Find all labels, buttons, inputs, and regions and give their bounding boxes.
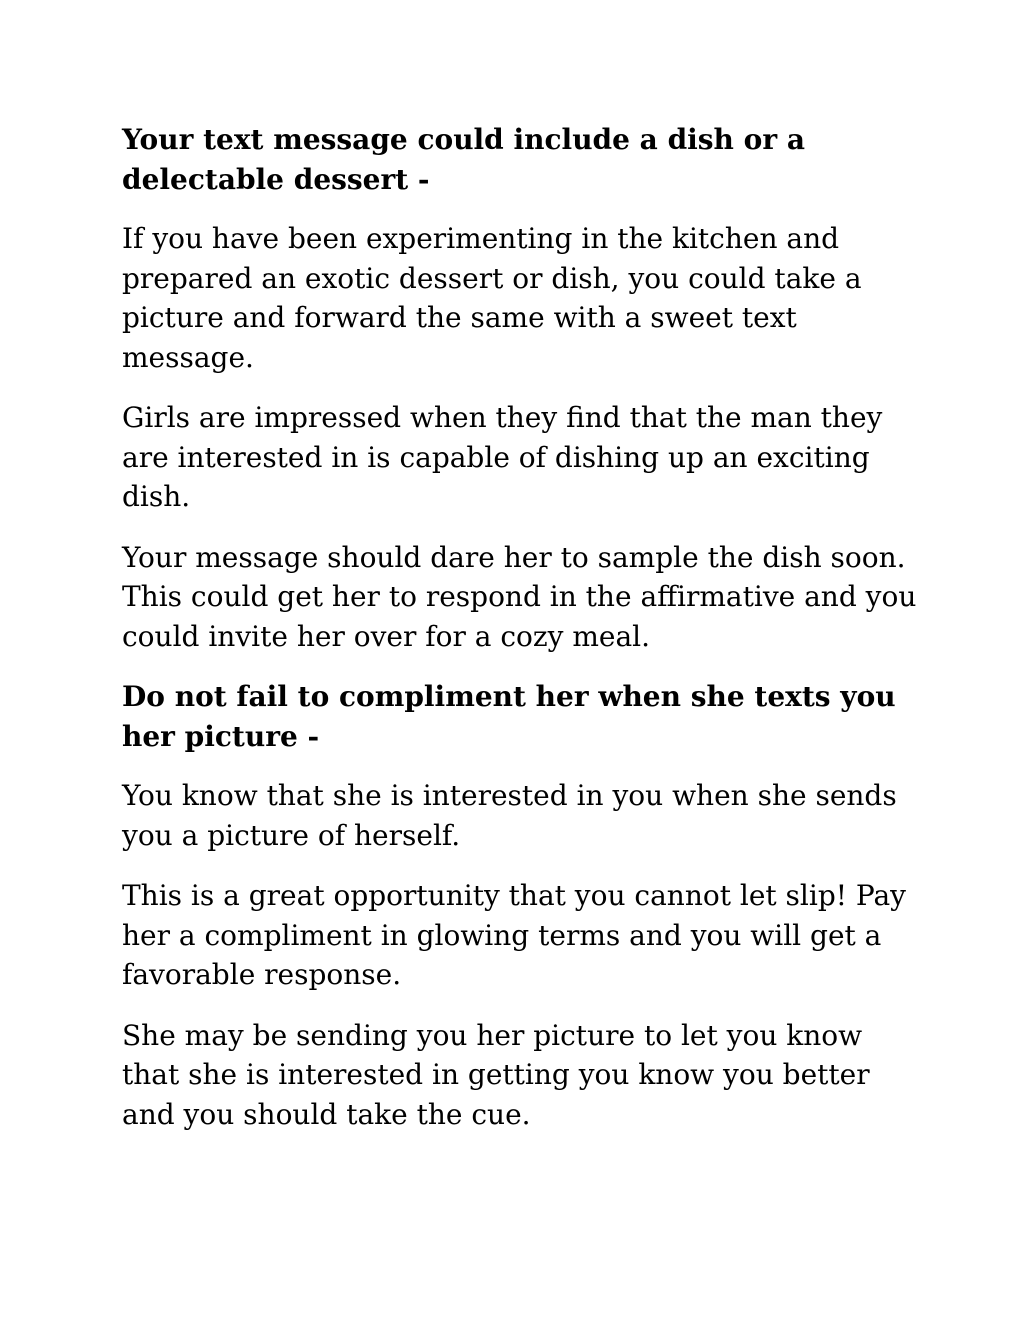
section-heading-dish: Your text message could include a dish or a delectable dessert - — [122, 123, 805, 196]
document-page — [122, 120, 922, 1155]
paragraph-experimenting: If you have been experimenting in the kitchen and prepared an exotic dessert or dish, you could take a picture and forward the same with a sweet text message. — [122, 222, 862, 374]
paragraph-take-the-cue: She may be sending you her picture to let you know that she is interested in getting you know you better and you should take the cue. — [122, 1018, 870, 1131]
paragraph-interested: You know that she is interested in you when she sends you a picture of herself. — [122, 779, 897, 852]
section-heading-compliment: Do not fail to compliment her when she texts you her picture - — [122, 680, 896, 753]
paragraph-dare-her: Your message should dare her to sample the dish soon. This could get her to respond in the affirmative and you could invite her over for a cozy meal. — [122, 540, 917, 653]
paragraph-opportunity: This is a great opportunity that you cannot let slip! Pay her a compliment in glowing terms and you will get a favorable response. — [122, 879, 906, 991]
paragraph-girls-impressed: Girls are impressed when they find that the man they are interested in is capable of dishing up an exciting dish. — [122, 401, 883, 513]
